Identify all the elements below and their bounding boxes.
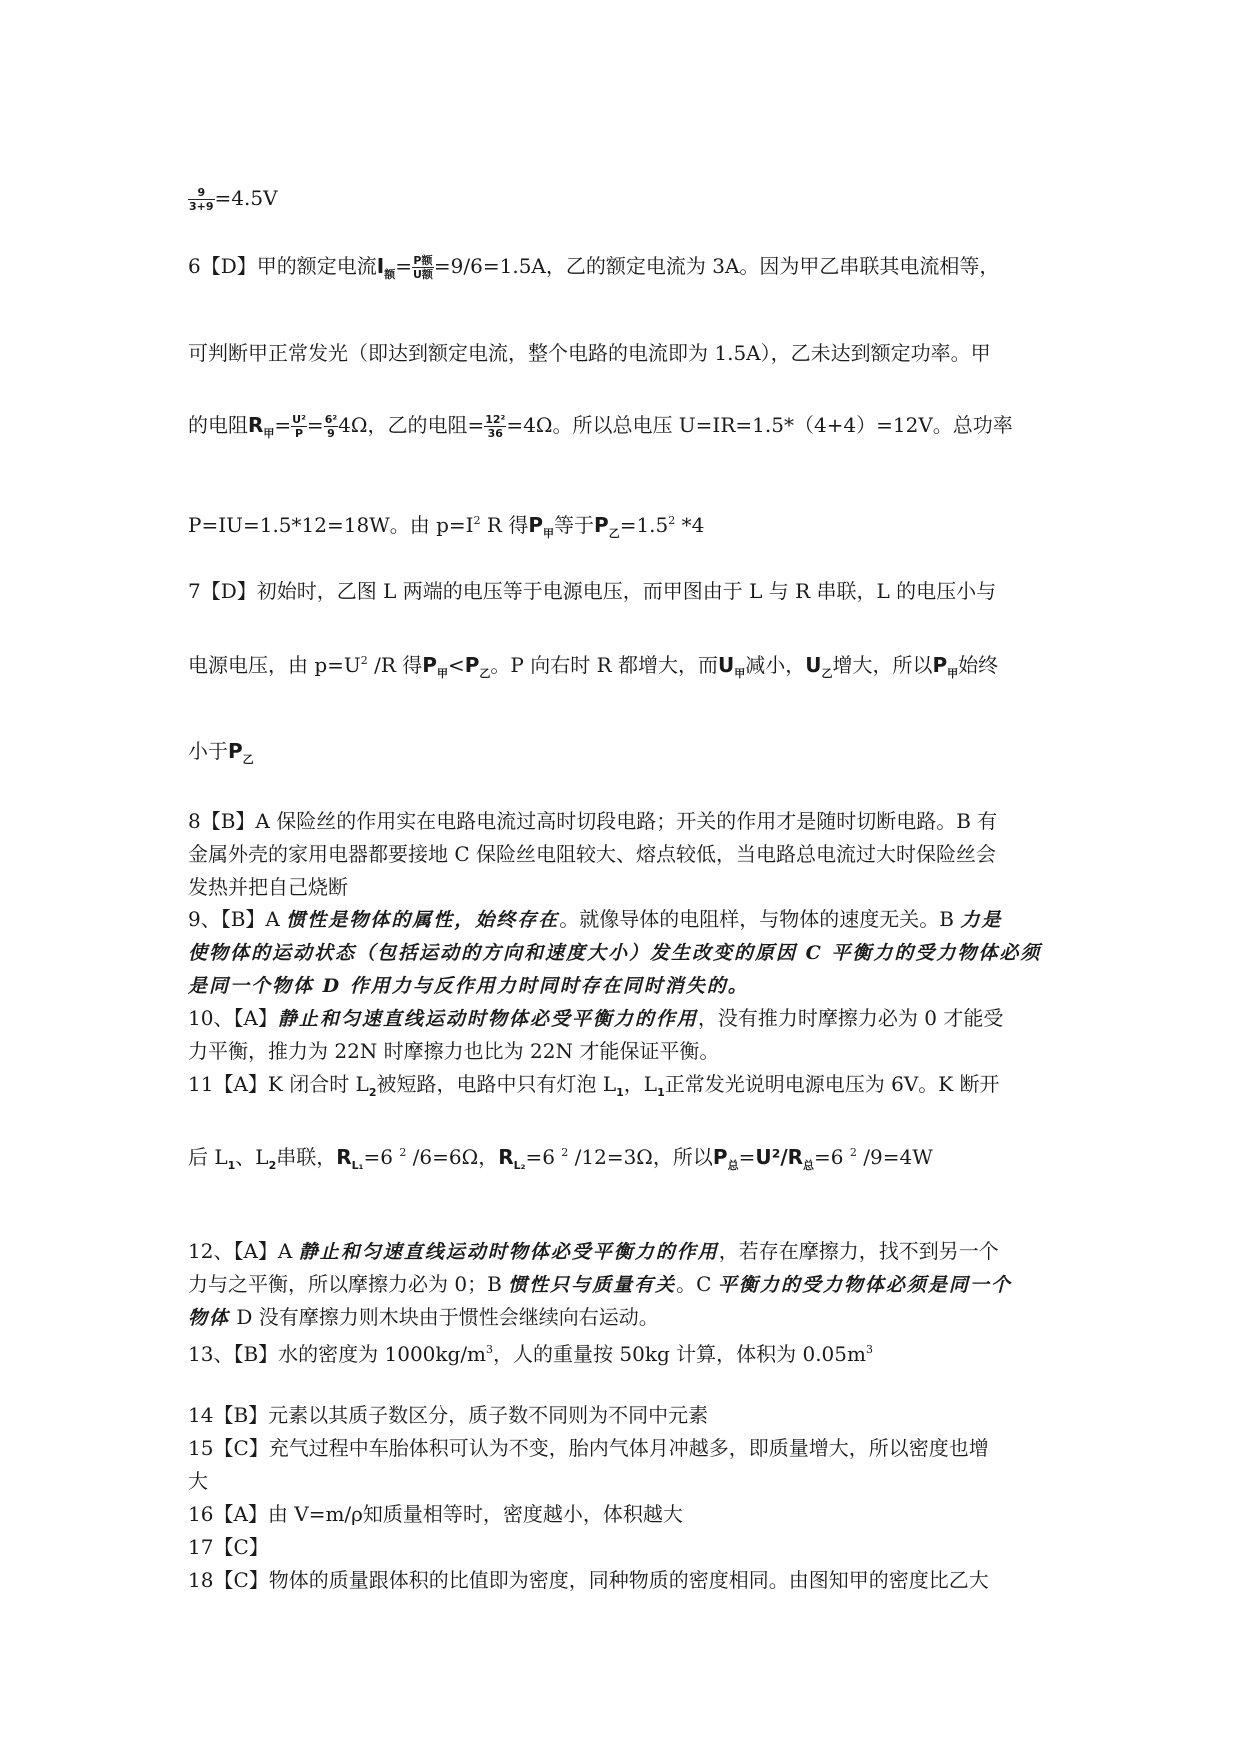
subscript: 1 [616, 1086, 624, 1099]
subscript: 额 [384, 268, 396, 281]
numerator: U² [292, 413, 306, 426]
text: 力与之平衡，所以摩擦力必为 0；B [188, 1272, 509, 1296]
subscript: 1 [657, 1086, 665, 1099]
answer-10-line-1 [188, 1005, 1003, 1032]
text: 6【D】甲的额定电流 [188, 254, 377, 278]
power-symbol: P [464, 653, 480, 677]
answer-18 [188, 1567, 989, 1593]
text: 16【A】由 V=m/ρ知质量相等时，密度越小，体积越大 [188, 1502, 683, 1526]
text: 始终 [958, 653, 999, 677]
text: 大 [188, 1469, 208, 1493]
slash: / [780, 1145, 788, 1169]
resistance-symbol: R [498, 1145, 514, 1169]
voltage-symbol: U [718, 653, 735, 677]
answer-9-line-2 [188, 939, 1041, 966]
answer-9-line-3 [188, 972, 749, 999]
subscript: 甲 [436, 667, 448, 680]
power-symbol: P [594, 513, 609, 537]
power-symbol: P [422, 653, 437, 677]
answer-9-line-1 [188, 906, 1002, 933]
resistance-symbol: R [248, 413, 264, 437]
answer-14 [188, 1402, 708, 1428]
text: 11【A】K 闭合时 L [188, 1072, 369, 1096]
text: < [447, 653, 465, 677]
answer-6-line-3 [188, 412, 1013, 447]
superscript: 2 [360, 654, 368, 667]
text: 金属外壳的家用电器都要接地 C 保险丝电阻较大、熔点较低，当电路总电流过大时保险丝会 [188, 842, 997, 866]
text: /R 得 [367, 653, 423, 677]
text: 增大，所以 [832, 653, 933, 677]
superscript: 2 [849, 1146, 857, 1159]
superscript: 2 [399, 1146, 407, 1159]
text: 18【C】物体的质量跟体积的比值即为密度，同种物质的密度相同。由图知甲的密度比乙大 [188, 1568, 989, 1592]
text: 4Ω，乙的电阻= [338, 413, 485, 437]
text: 14【B】元素以其质子数区分，质子数不同则为不同中元素 [188, 1403, 709, 1427]
text: 。C [676, 1272, 718, 1296]
numerator: 12² [485, 413, 506, 426]
answer-17 [188, 1534, 269, 1560]
voltage-symbol: U² [755, 1145, 781, 1169]
text: 力平衡，推力为 22N 时摩擦力也比为 22N 才能保证平衡。 [188, 1039, 720, 1063]
text: 小于 [188, 739, 228, 763]
current-symbol: I [376, 254, 385, 278]
numerator: 6² [324, 413, 338, 426]
equals: = [274, 413, 292, 437]
text: 8【B】A 保险丝的作用实在电路电流过高时切段电路；开关的作用才是随时切断电路。B 有 [188, 809, 998, 833]
answer-10-line-2 [188, 1038, 719, 1064]
superscript: 3 [865, 1343, 873, 1356]
text: 可判断甲正常发光（即达到额定电流，整个电路的电流即为 1.5A），乙未达到额定功率。甲 [188, 341, 991, 365]
answer-15-line-2 [188, 1468, 208, 1494]
handwritten-text: 力是 [960, 909, 1003, 931]
subscript: L₁ [351, 1159, 364, 1172]
answer-6-line-2 [188, 340, 991, 366]
handwritten-text: 平衡力的受力物体必须是同一个 [717, 1274, 1012, 1296]
voltage-symbol: U [805, 653, 822, 677]
text: 串联， [276, 1145, 337, 1169]
denominator: P [295, 427, 304, 440]
superscript: 2 [561, 1146, 569, 1159]
superscript: 2 [668, 514, 676, 527]
subscript: 2 [268, 1159, 277, 1172]
text: 电源电压，由 p=U [188, 653, 361, 677]
text: 被短路，电路中只有灯泡 L [376, 1072, 617, 1096]
subscript: 总 [727, 1159, 739, 1172]
text: /6=6Ω， [406, 1145, 499, 1169]
denominator: 9 [327, 427, 335, 440]
equals: = [306, 413, 324, 437]
text: =6 [363, 1145, 400, 1169]
answer-6-line-1 [188, 253, 999, 288]
answer-8-line-3 [188, 874, 348, 900]
text: 13、【B】水的密度为 1000kg/m [188, 1342, 487, 1366]
text: 12、【A】A [188, 1239, 299, 1263]
text: =6 [814, 1145, 850, 1169]
answer-12-line-2 [188, 1271, 1012, 1298]
text: =1.5 [619, 513, 669, 537]
handwritten-text: 使物体的运动状态（包括运动的方向和速度大小）发生改变的原因 C 平衡力的受力物体必须 [188, 942, 1042, 964]
handwritten-text: 是同一个物体 D 作用力与反作用力时同时存在同时消失的。 [188, 975, 749, 997]
text: 9、【B】A [188, 907, 287, 931]
text: P=IU=1.5*12=18W。由 p=I [188, 513, 474, 537]
subscript: 1 [227, 1159, 236, 1172]
equals: = [395, 254, 412, 278]
subscript: L₂ [513, 1159, 526, 1172]
text: =6 [525, 1145, 562, 1169]
text: 的电阻 [188, 413, 248, 437]
handwritten-text: 物体 [188, 1307, 231, 1329]
text: =4Ω。所以总电压 U=IR=1.5*（4+4）=12V。总功率 [506, 413, 1013, 437]
fraction [291, 413, 307, 440]
text: ，L [623, 1072, 658, 1096]
subscript: 乙 [821, 667, 833, 680]
text: 10、【A】 [188, 1006, 278, 1030]
equals: = [738, 1145, 756, 1169]
fraction [324, 413, 338, 440]
answer-11-line-1 [188, 1071, 1000, 1106]
fraction [188, 186, 215, 213]
superscript: 3 [486, 1343, 494, 1356]
handwritten-text: 静止和匀速直线运动时物体必受平衡力的作用 [277, 1008, 698, 1030]
text: D 没有摩擦力则木块由于惯性会继续向右运动。 [230, 1305, 659, 1329]
text: 后 L [188, 1145, 228, 1169]
power-symbol: P [228, 739, 243, 763]
denominator: 3+9 [189, 200, 214, 213]
denominator: U额 [412, 268, 433, 281]
answer-6-line-4 [188, 508, 704, 547]
denominator: 36 [487, 427, 503, 440]
subscript: 甲 [734, 667, 746, 680]
handwritten-text: 惯性是物体的属性，始终存在 [286, 909, 560, 931]
text: 15【C】充气过程中车胎体积可认为不变，胎内气体月冲越多，即质量增大，所以密度也增 [188, 1436, 989, 1460]
text: 等于 [554, 513, 595, 537]
formula-line-1 [188, 185, 278, 213]
text: 减小， [745, 653, 806, 677]
text: 。P 向右时 R 都增大，而 [490, 653, 718, 677]
text: 发热并把自己烧断 [188, 875, 348, 899]
answer-12-line-3 [188, 1304, 659, 1331]
text: 。就像导体的电阻样，与物体的速度无关。B [559, 907, 961, 931]
text: 正常发光说明电源电压为 6V。K 断开 [664, 1072, 1000, 1096]
text: =9/6=1.5A，乙的额定电流为 3A。因为甲乙串联其电流相等， [433, 254, 1000, 278]
answer-13 [188, 1337, 873, 1367]
text: R 得 [480, 513, 529, 537]
numerator: P额 [413, 254, 433, 267]
text: 、L [235, 1145, 269, 1169]
text: ，没有推力时摩擦力必为 0 才能受 [697, 1006, 1004, 1030]
subscript: 乙 [242, 753, 254, 766]
subscript: 甲 [543, 527, 555, 540]
subscript: 总 [803, 1159, 815, 1172]
answer-7-line-2 [188, 648, 998, 687]
subscript: 甲 [263, 427, 275, 440]
superscript: 2 [473, 514, 481, 527]
answer-11-line-2 [188, 1140, 933, 1179]
power-symbol: P [712, 1145, 728, 1169]
text: /12=3Ω，所以 [568, 1145, 713, 1169]
result-text: =4.5V [214, 186, 278, 210]
answer-8-line-1 [188, 808, 997, 834]
resistance-symbol: R [336, 1145, 352, 1169]
subscript: 乙 [479, 667, 491, 680]
text: 17【C】 [188, 1535, 269, 1559]
numerator: 9 [188, 186, 215, 200]
subscript: 乙 [608, 527, 620, 540]
answer-8-line-2 [188, 841, 996, 867]
handwritten-text: 惯性只与质量有关 [508, 1274, 677, 1296]
answer-7-line-3 [188, 738, 254, 773]
fraction [412, 254, 434, 281]
answer-16 [188, 1501, 683, 1527]
handwritten-text: 静止和匀速直线运动时物体必受平衡力的作用 [298, 1241, 719, 1263]
text: ，若存在摩擦力，找不到另一个 [718, 1239, 999, 1263]
resistance-symbol: R [787, 1145, 804, 1169]
subscript: 2 [368, 1086, 377, 1099]
fraction [484, 413, 506, 440]
text: ，人的重量按 50kg 计算，体积为 0.05m [493, 1342, 866, 1366]
answer-7-line-1 [188, 578, 996, 604]
power-symbol: P [528, 513, 544, 537]
text: 7【D】初始时，乙图 L 两端的电压等于电源电压，而甲图由于 L 与 R 串联，L 的电压小与 [188, 579, 997, 603]
answer-12-line-1 [188, 1238, 999, 1265]
text: *4 [675, 513, 705, 537]
subscript: 甲 [947, 667, 959, 680]
text: /9=4W [856, 1145, 933, 1169]
answer-15-line-1 [188, 1435, 989, 1461]
power-symbol: P [932, 653, 948, 677]
